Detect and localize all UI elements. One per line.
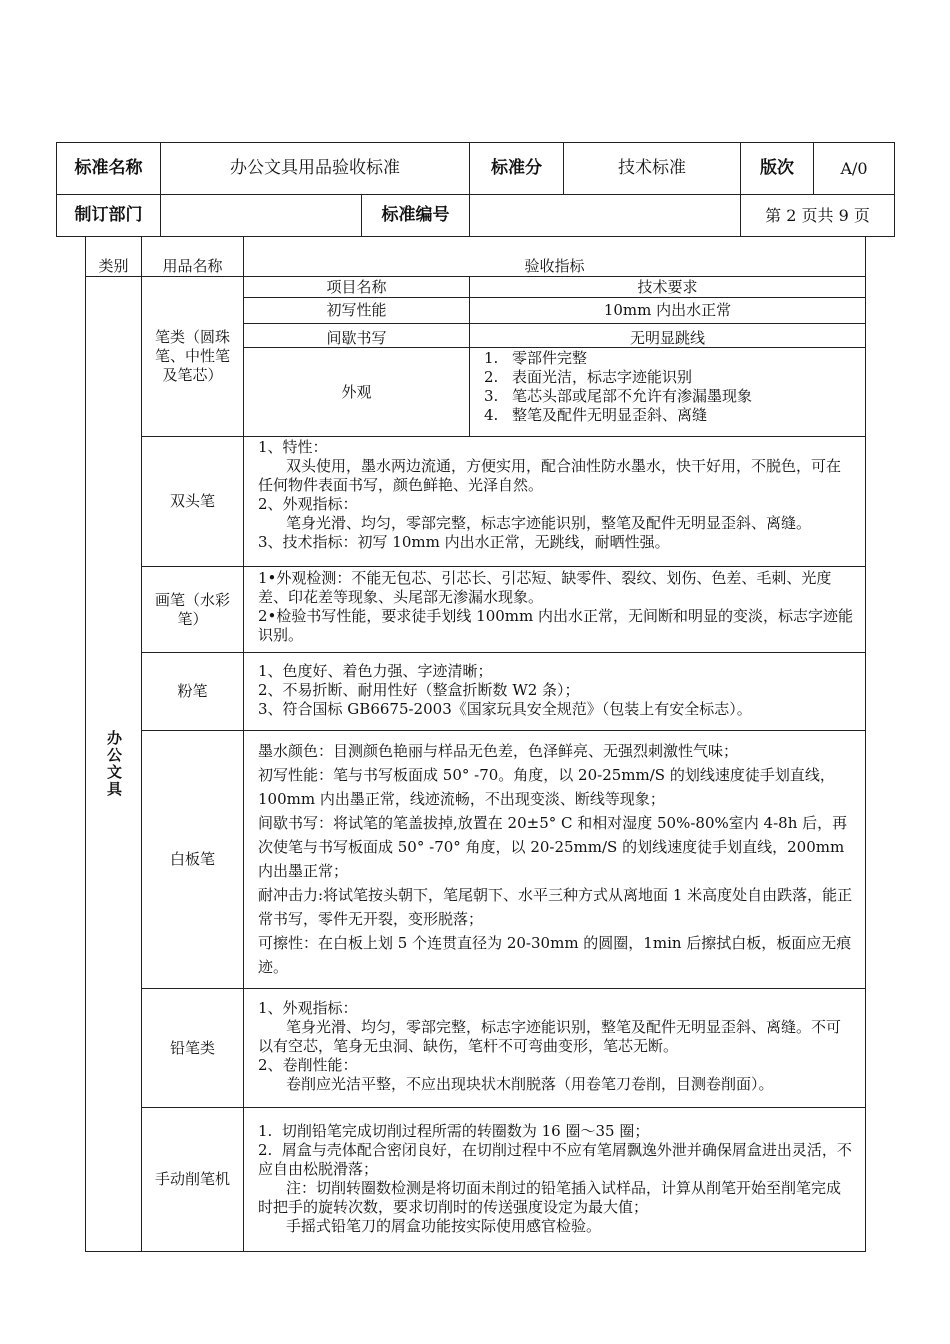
list-item: 3. 笔芯头部或尾部不允许有渗漏墨现象 — [484, 387, 753, 405]
item-name-double-pen: 双头笔 — [169, 492, 215, 510]
category-label: 办公文具 — [105, 730, 123, 798]
standard-code-value — [470, 195, 740, 236]
criteria-sharpener: 1. 切削铅笔完成切削过程所需的转圈数为 16 圈〜35 圈； 2. 屑盒与壳体配合密闭良好，在切削过程中不应有笔屑飘逸外泄并确保屑盒进出灵活，不应自由松脱滑落； 注：切削转圈数检测是将切面未削过的铅笔插入试样品，计算从削笔开始至削笔完成时把手的旋转次数，要求切削时的传送强度设定为最大值； 手摇式铅笔刀的屑盒功能按实际使用感官检验。 — [258, 1122, 852, 1235]
item-name-sharpener: 手动削笔机 — [154, 1170, 230, 1188]
department-value — [161, 195, 361, 236]
standard-name-label: 标准名称 — [74, 158, 143, 178]
criteria-watercolor-pen: 1•外观检测：不能无包芯、引芯长、引芯短、缺零件、裂纹、划伤、色差、毛刺、光度差、印花差等现象、头尾部无渗漏水现象。 2•检验书写性能，要求徒手划线 100mm 内出水正常，无间断和明显的变淡，标志字迹能识别。 — [258, 569, 854, 644]
standard-code-label: 标准编号 — [381, 205, 450, 225]
criteria-whiteboard-pen: 墨水颜色：目测颜色艳丽与样品无色差，色泽鲜亮、无强烈刺激性气味； 初写性能：笔与书写板面成 50° -70。角度，以 20-25mm/S 的划线速度徒手划直线，100mm 内出墨正常，线迹流畅，不出现变淡、断线等现象； 间歇书写：将试笔的笔盖拔掉,放置在 20±5° C 和相对湿度 50%-80%室内 4-8h 后，再次使笔与书写板面成 50° -70° 角度，以 20-25mm/S 的划线速度徒手划直线，200mm 内出墨正常； 耐冲击力:将试笔按头朝下，笔尾朝下、水平三种方式从离地面 1 米高度处自由跌落，能正常书写，零件无开裂，变形脱落； 可擦性：在白板上划 5 个连贯直径为 20-30mm 的圆圈，1min 后擦拭白板，板面应无痕迹。 — [258, 742, 853, 976]
criteria-chalk: 1、色度好、着色力强、字迹清晰； 2、不易折断、耐用性好（整盒折断数 W2 条）； 3、符合国标 GB6675-2003《国家玩具安全规范》（包装上有安全标志）。 — [258, 662, 752, 718]
criteria-pencil: 1、外观指标： 笔身光滑、均匀，零部完整，标志字迹能识别，整笔及配件无明显歪斜、离缝。不可以有空芯，笔身无虫洞、缺伤，笔杆不可弯曲变形，笔芯无断。 2、卷削性能： 卷削应光洁平整，不应出现块状木削脱落（用卷笔刀卷削，目测卷削面）。 — [258, 999, 842, 1093]
list-item: 1. 零部件完整 — [484, 349, 588, 367]
pen-row-req: 无明显跳线 — [629, 329, 705, 347]
version-value: A/0 — [840, 159, 868, 178]
pen-row-req: 10mm 内出水正常 — [603, 301, 732, 319]
item-name-pencil: 铅笔类 — [169, 1038, 215, 1057]
item-name-chalk: 粉笔 — [177, 682, 208, 700]
version-label: 版次 — [760, 158, 794, 178]
item-name-whiteboard-pen: 白板笔 — [169, 850, 215, 868]
criteria-double-pen: 1、特性： 双头使用，墨水两边流通，方便实用，配合油性防水墨水，快干好用，不脱色，可在任何物件表面书写，颜色鲜艳、光泽自然。 2、外观指标： 笔身光滑、均匀，零部完整，标志字迹能识别，整笔及配件无明显歪斜、离缝。 3、技术指标：初写 10mm 内出水正常，无跳线，耐晒性强。 — [258, 438, 842, 551]
standard-category-value: 技术标准 — [618, 158, 686, 178]
pen-subheader-req: 技术要求 — [637, 277, 698, 296]
pen-appearance-label: 外观 — [341, 382, 372, 401]
pen-row-item: 初写性能 — [326, 301, 387, 319]
department-label: 制订部门 — [74, 205, 143, 225]
col-header-criteria: 验收指标 — [524, 257, 585, 275]
col-header-category: 类别 — [98, 257, 129, 275]
item-name-watercolor-pen: 画笔（水彩笔） — [154, 590, 230, 628]
standard-category-label: 标准分 — [491, 158, 542, 178]
pen-subheader-item: 项目名称 — [326, 277, 387, 296]
col-header-item: 用品名称 — [162, 257, 223, 275]
item-name-pen: 笔类（圆珠笔、中性笔及笔芯） — [154, 328, 230, 384]
list-item: 4. 整笔及配件无明显歪斜、离缝 — [484, 406, 708, 424]
pen-appearance-list — [484, 349, 864, 435]
standard-name-value: 办公文具用品验收标准 — [230, 158, 400, 178]
pen-row-item: 间歇书写 — [326, 329, 387, 347]
list-item: 2. 表面光洁，标志字迹能识别 — [484, 368, 693, 386]
category-cell — [86, 277, 141, 1251]
page-info: 第 2 页共 9 页 — [765, 206, 870, 225]
